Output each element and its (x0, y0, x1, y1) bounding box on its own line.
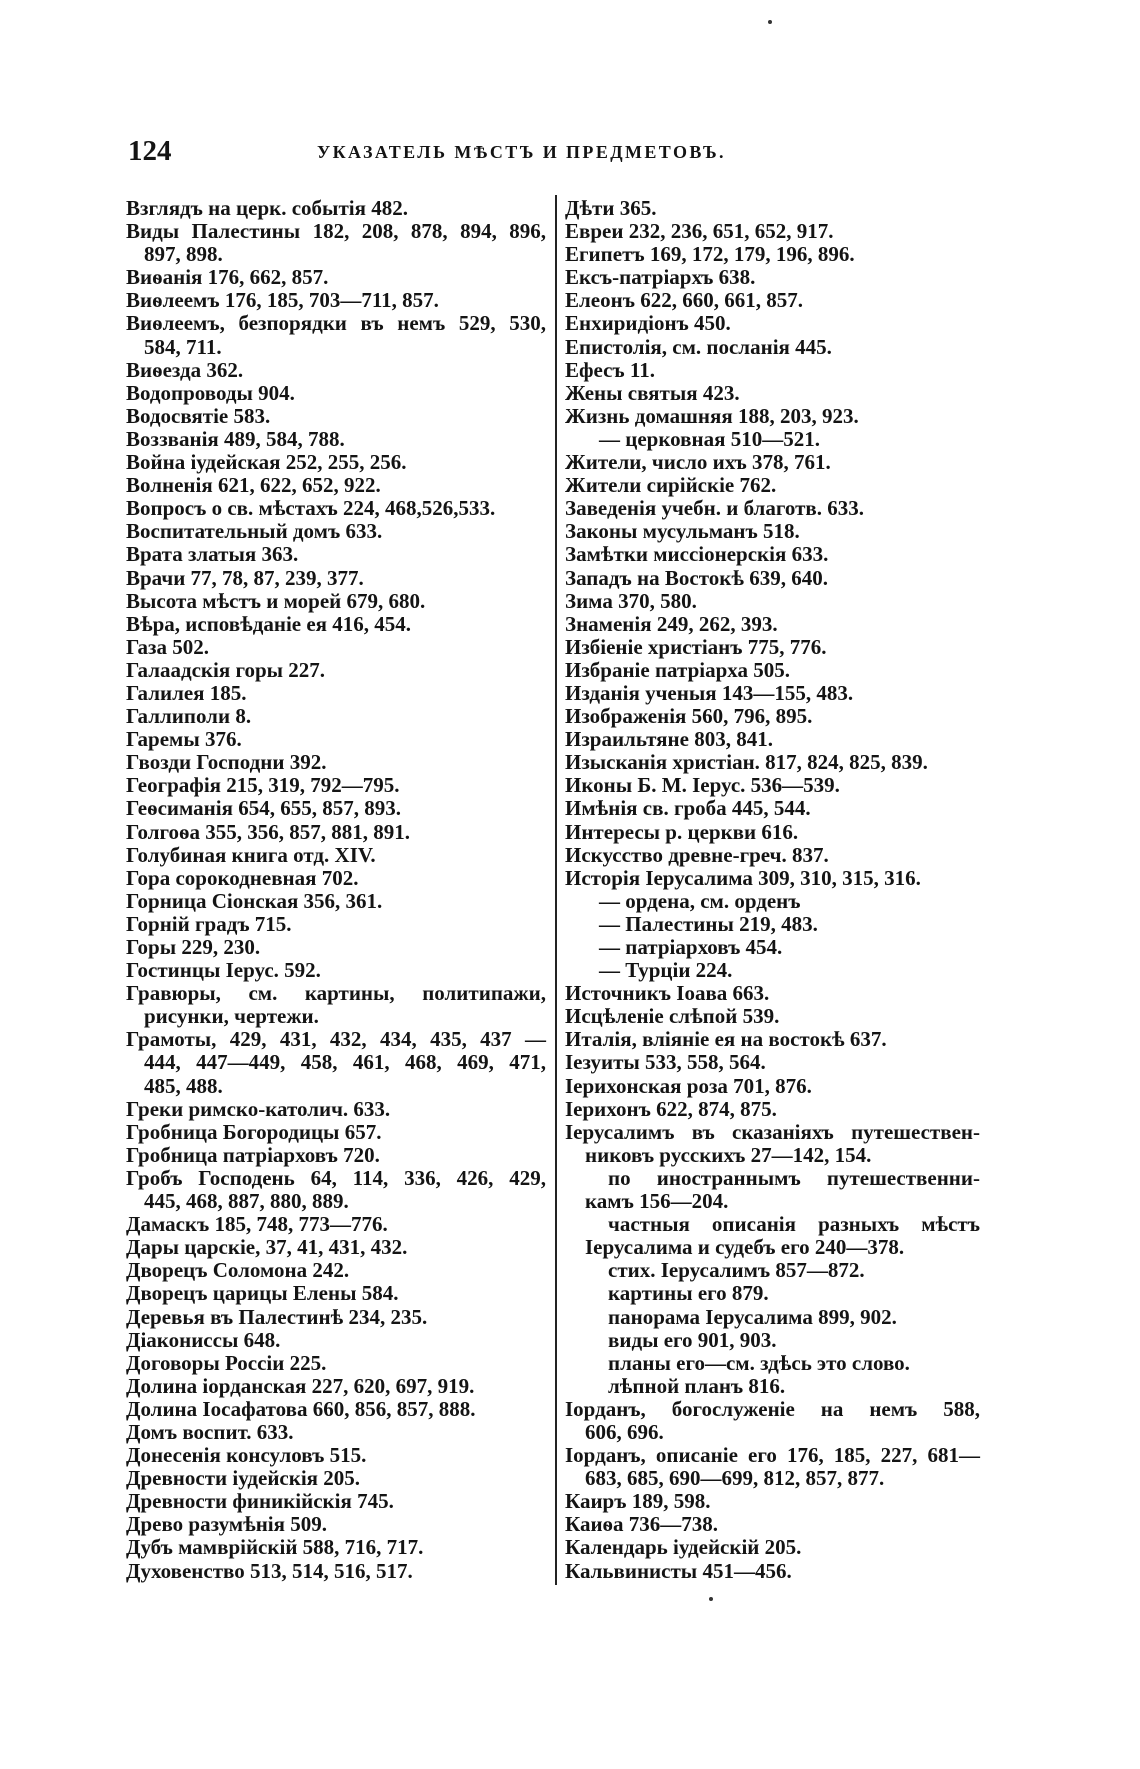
entry-heading-line: виды его 901, 903. (608, 1327, 777, 1352)
entry-heading-line: Интересы р. церкви 616. (565, 819, 799, 844)
index-entry (565, 266, 980, 289)
index-entry (565, 543, 980, 566)
index-entry (126, 774, 546, 797)
entry-continuation-line: 485, 488. (144, 1073, 223, 1098)
entry-heading-line: панорама Іерусалима 899, 902. (608, 1304, 897, 1329)
entry-heading-line: Вопросъ о св. мѣстахъ 224, 468,526,533. (126, 496, 496, 521)
entry-heading-line: Имѣнія св. гроба 445, 544. (565, 796, 811, 821)
index-entry (565, 682, 980, 705)
entry-heading-line: Италія, вліяніе ея на востокѣ 637. (565, 1027, 887, 1052)
entry-heading-line: — патріарховъ 454. (599, 935, 783, 959)
index-entry (565, 590, 980, 613)
column-divider (555, 195, 557, 1585)
entry-heading-line: Воззванія 489, 584, 788. (126, 426, 345, 451)
entry-heading-line: Изданія ученыя 143—155, 483. (565, 680, 854, 705)
index-entry (126, 1259, 546, 1282)
entry-heading-line: — церковная 510—521. (599, 426, 820, 451)
index-entry (126, 567, 546, 590)
index-entry (565, 821, 980, 844)
entry-heading-line: Іерихонъ 622, 874, 875. (565, 1096, 777, 1121)
entry-continuation-line: никовъ русскихъ 27—142, 154. (585, 1142, 872, 1167)
index-entry (126, 312, 546, 358)
entry-heading-line: Виѳлеемъ 176, 185, 703—711, 857. (126, 288, 439, 313)
entry-heading-line: стих. Іерусалимъ 857—872. (608, 1258, 865, 1283)
index-subentry (565, 1282, 980, 1305)
entry-heading-line: Взглядъ на церк. событія 482. (126, 196, 408, 220)
entry-heading-line: Геѳсиманія 654, 655, 857, 893. (126, 796, 401, 821)
index-entry (565, 520, 980, 543)
entry-continuation-line: 444, 447—449, 458, 461, 468, 469, 471, (144, 1050, 546, 1075)
entry-heading-line: Волненія 621, 622, 652, 922. (126, 473, 381, 498)
index-entry (126, 1098, 546, 1121)
index-entry (126, 682, 546, 705)
entry-continuation-line: Іерусалима и судебъ его 240—378. (585, 1235, 905, 1260)
entry-heading-line: Гвозди Господни 392. (126, 750, 327, 775)
index-entry (565, 636, 980, 659)
entry-heading-line: Греки римско-католич. 633. (126, 1096, 391, 1121)
entry-heading-line: Голубиная книга отд. XIV. (126, 842, 376, 867)
entry-heading-line: Иконы Б. М. Іерус. 536—539. (565, 773, 840, 798)
index-subentry (565, 1167, 980, 1213)
entry-heading-line: Виѳлеемъ, безпорядки въ немъ 529, 530, (126, 311, 546, 336)
index-subentry (565, 1352, 980, 1375)
index-entry (126, 359, 546, 382)
entry-heading-line: Гора сорокодневная 702. (126, 865, 359, 890)
entry-continuation-line: рисунки, чертежи. (144, 1004, 319, 1029)
index-ditto-entry (565, 959, 980, 982)
entry-heading-line: Виды Палестины 182, 208, 878, 894, 896, (126, 219, 546, 244)
entry-continuation-line: камъ 156—204. (585, 1189, 729, 1214)
entry-heading-line: Долина іорданская 227, 620, 697, 919. (126, 1373, 475, 1398)
entry-heading-line: Календарь іудейскій 205. (565, 1535, 802, 1560)
index-entry (565, 497, 980, 520)
index-subentry (565, 1213, 980, 1259)
index-entry (126, 1444, 546, 1467)
entry-heading-line: Каиѳа 736—738. (565, 1512, 719, 1537)
index-entry (126, 867, 546, 890)
index-subentry (565, 1259, 980, 1282)
entry-heading-line: Жизнь домашняя 188, 203, 923. (565, 403, 859, 428)
entry-continuation-line: 445, 468, 887, 880, 889. (144, 1189, 349, 1214)
entry-heading-line: Ефесъ 11. (565, 357, 656, 382)
index-entry (126, 266, 546, 289)
index-entry (126, 844, 546, 867)
index-entry (565, 405, 980, 428)
entry-heading-line: — ордена, см. орденъ (599, 888, 801, 913)
index-entry (126, 451, 546, 474)
entry-heading-line: Врата златыя 363. (126, 542, 299, 567)
entry-heading-line: Діакониссы 648. (126, 1327, 281, 1352)
entry-heading-line: Галлиполи 8. (126, 704, 252, 729)
index-entry (565, 474, 980, 497)
index-entry (126, 821, 546, 844)
entry-heading-line: Іорданъ, богослуженіе на немъ 588, (565, 1396, 980, 1421)
entry-heading-line: Евреи 232, 236, 651, 652, 917. (565, 219, 834, 244)
index-entry (565, 1560, 980, 1583)
entry-heading-line: Водосвятіе 583. (126, 403, 271, 428)
entry-heading-line: Древности іудейскія 205. (126, 1466, 361, 1491)
index-entry (126, 428, 546, 451)
index-entry (126, 913, 546, 936)
entry-heading-line: Домъ воспит. 633. (126, 1419, 294, 1444)
entry-continuation-line: 584, 711. (144, 334, 222, 359)
entry-heading-line: Искусство древне-греч. 837. (565, 842, 829, 867)
entry-heading-line: Зима 370, 580. (565, 588, 697, 613)
entry-heading-line: Епистолія, см. посланія 445. (565, 334, 832, 359)
entry-heading-line: Западъ на Востокѣ 639, 640. (565, 565, 828, 590)
index-entry (126, 1513, 546, 1536)
index-entry (126, 197, 546, 220)
index-entry (126, 1536, 546, 1559)
entry-heading-line: — Палестины 219, 483. (599, 911, 818, 936)
running-title: УКАЗАТЕЛЬ МѢСТЪ И ПРЕДМЕТОВЪ. (317, 142, 726, 162)
entry-heading-line: Египетъ 169, 172, 179, 196, 896. (565, 242, 855, 267)
entry-heading-line: Газа 502. (126, 634, 209, 659)
entry-heading-line: Исцѣленіе слѣпой 539. (565, 1004, 780, 1029)
index-entry (126, 728, 546, 751)
index-entry (565, 705, 980, 728)
index-entry (565, 1121, 980, 1167)
index-column-right (565, 197, 980, 1583)
entry-heading-line: Дворецъ Соломона 242. (126, 1258, 350, 1283)
entry-heading-line: Врачи 77, 78, 87, 239, 377. (126, 565, 364, 590)
entry-heading-line: Древности финикійскія 745. (126, 1489, 394, 1514)
index-entry (126, 1375, 546, 1398)
index-entry (126, 1560, 546, 1583)
index-entry (565, 844, 980, 867)
entry-heading-line: Источникъ Іоава 663. (565, 981, 770, 1006)
entry-heading-line: Воспитательный домъ 633. (126, 519, 383, 544)
index-entry (126, 1028, 546, 1097)
index-entry (126, 613, 546, 636)
entry-heading-line: Избраніе патріарха 505. (565, 657, 791, 682)
entry-heading-line: Гробница Богородицы 657. (126, 1119, 382, 1144)
index-entry (126, 1490, 546, 1513)
index-ditto-entry (565, 890, 980, 913)
entry-heading-line: Жители сирійскіе 762. (565, 473, 777, 498)
index-entry (126, 590, 546, 613)
index-entry (126, 636, 546, 659)
entry-heading-line: Законы мусульманъ 518. (565, 519, 800, 544)
index-entry (126, 1144, 546, 1167)
index-entry (565, 220, 980, 243)
entry-heading-line: Дубъ мамврійскій 588, 716, 717. (126, 1535, 424, 1560)
entry-heading-line: Гаремы 376. (126, 727, 242, 752)
index-entry (126, 982, 546, 1028)
entry-heading-line: Виѳезда 362. (126, 357, 244, 382)
index-entry (126, 497, 546, 520)
index-entry (126, 1282, 546, 1305)
entry-heading-line: Грамоты, 429, 431, 432, 434, 435, 437 — (126, 1027, 546, 1052)
index-entry (126, 705, 546, 728)
entry-heading-line: Заведенія учебн. и благотв. 633. (565, 496, 864, 521)
entry-heading-line: Исторія Іерусалима 309, 310, 315, 316. (565, 865, 921, 890)
index-entry (126, 1306, 546, 1329)
index-entry (565, 1490, 980, 1513)
entry-heading-line: Іорданъ, описаніе его 176, 185, 227, 681— (565, 1443, 980, 1468)
index-entry (126, 289, 546, 312)
entry-heading-line: Галаадскія горы 227. (126, 657, 326, 682)
index-ditto-entry (565, 936, 980, 959)
entry-heading-line: Галилея 185. (126, 680, 247, 705)
entry-heading-line: Ексъ-патріархъ 638. (565, 265, 756, 290)
index-entry (565, 751, 980, 774)
entry-heading-line: Гробъ Господень 64, 114, 336, 426, 429, (126, 1165, 546, 1190)
entry-heading-line: Географія 215, 319, 792—795. (126, 773, 400, 798)
entry-heading-line: Древо разумѣнія 509. (126, 1512, 327, 1537)
index-entry (565, 613, 980, 636)
index-entry (126, 751, 546, 774)
index-entry (126, 890, 546, 913)
index-entry (565, 774, 980, 797)
entry-heading-line: Дворецъ царицы Елены 584. (126, 1281, 399, 1306)
index-entry (126, 474, 546, 497)
index-entry (565, 982, 980, 1005)
entry-heading-line: Изображенія 560, 796, 895. (565, 704, 813, 729)
index-entry (126, 936, 546, 959)
entry-heading-line: Гробница патріарховъ 720. (126, 1142, 380, 1167)
entry-heading-line: Донесенія консуловъ 515. (126, 1443, 367, 1468)
entry-heading-line: Кальвинисты 451—456. (565, 1558, 792, 1583)
entry-heading-line: Жены святыя 423. (565, 380, 740, 405)
entry-heading-line: картины его 879. (608, 1281, 769, 1306)
entry-heading-line: Горній градъ 715. (126, 911, 292, 936)
entry-continuation-line: 606, 696. (585, 1419, 664, 1444)
index-entry (126, 382, 546, 405)
index-entry (565, 1536, 980, 1559)
entry-heading-line: планы его—см. здѣсь это слово. (608, 1350, 910, 1375)
index-entry (565, 567, 980, 590)
index-entry (126, 1167, 546, 1213)
entry-heading-line: частныя описанія разныхъ мѣстъ (608, 1212, 980, 1237)
index-entry (565, 1005, 980, 1028)
index-entry (126, 1329, 546, 1352)
entry-heading-line: Дамаскъ 185, 748, 773—776. (126, 1212, 388, 1237)
entry-heading-line: — Турціи 224. (599, 958, 733, 983)
entry-heading-line: Война іудейская 252, 255, 256. (126, 450, 407, 475)
index-entry (126, 959, 546, 982)
entry-heading-line: Каиръ 189, 598. (565, 1489, 711, 1514)
index-entry (565, 1075, 980, 1098)
index-entry (565, 243, 980, 266)
entry-heading-line: Іерусалимъ въ сказаніяхъ путешествен- (565, 1119, 980, 1144)
entry-heading-line: Замѣтки миссіонерскія 633. (565, 542, 829, 567)
index-subentry (565, 1375, 980, 1398)
entry-heading-line: Высота мѣстъ и морей 679, 680. (126, 588, 426, 613)
index-subentry (565, 1329, 980, 1352)
index-entry (126, 405, 546, 428)
entry-heading-line: Жители, число ихъ 378, 761. (565, 450, 831, 475)
entry-heading-line: Израильтяне 803, 841. (565, 727, 773, 752)
entry-heading-line: Долина Іосафатова 660, 856, 857, 888. (126, 1396, 476, 1421)
index-entry (565, 1028, 980, 1051)
entry-heading-line: Избіеніе христіанъ 775, 776. (565, 634, 827, 659)
entry-heading-line: Горница Сіонская 356, 361. (126, 888, 383, 913)
index-ditto-entry (565, 913, 980, 936)
index-entry (565, 867, 980, 890)
index-entry (126, 659, 546, 682)
index-entry (126, 520, 546, 543)
entry-heading-line: Водопроводы 904. (126, 380, 295, 405)
entry-heading-line: Горы 229, 230. (126, 935, 261, 959)
index-entry (565, 312, 980, 335)
entry-heading-line: Дѣти 365. (565, 196, 657, 220)
index-entry (565, 797, 980, 820)
index-entry (126, 1421, 546, 1444)
entry-heading-line: Вѣра, исповѣданіе ея 416, 454. (126, 611, 412, 636)
index-entry (565, 197, 980, 220)
index-entry (565, 289, 980, 312)
entry-heading-line: Изысканія христіан. 817, 824, 825, 839. (565, 750, 928, 775)
index-entry (565, 382, 980, 405)
index-entry (565, 451, 980, 474)
index-entry (126, 797, 546, 820)
index-entry (565, 359, 980, 382)
entry-heading-line: Енхиридіонъ 450. (565, 311, 731, 336)
index-entry (126, 1467, 546, 1490)
entry-heading-line: Іезуиты 533, 558, 564. (565, 1050, 766, 1075)
entry-heading-line: Іерихонская роза 701, 876. (565, 1073, 812, 1098)
entry-heading-line: Дары царскіе, 37, 41, 431, 432. (126, 1235, 408, 1260)
entry-heading-line: Голгоѳа 355, 356, 857, 881, 891. (126, 819, 411, 844)
page-number: 124 (128, 135, 172, 167)
index-entry (126, 543, 546, 566)
index-entry (565, 1051, 980, 1074)
entry-heading-line: Деревья въ Палестинѣ 234, 235. (126, 1304, 428, 1329)
index-ditto-entry (565, 428, 980, 451)
scan-speck (709, 1597, 713, 1601)
index-entry (565, 1444, 980, 1490)
entry-heading-line: Знаменія 249, 262, 393. (565, 611, 778, 636)
entry-continuation-line: 683, 685, 690—699, 812, 857, 877. (585, 1466, 885, 1491)
index-column-left (126, 197, 546, 1583)
entry-heading-line: Елеонъ 622, 660, 661, 857. (565, 288, 803, 313)
entry-heading-line: Гостинцы Іерус. 592. (126, 958, 321, 983)
entry-heading-line: Виѳанія 176, 662, 857. (126, 265, 329, 290)
entry-heading-line: Гравюры, см. картины, политипажи, (126, 981, 546, 1006)
index-entry (565, 336, 980, 359)
index-entry (126, 1213, 546, 1236)
index-entry (565, 1398, 980, 1444)
page-header (0, 0, 1140, 190)
entry-heading-line: Договоры Россіи 225. (126, 1350, 327, 1375)
index-entry (126, 1398, 546, 1421)
index-entry (126, 1236, 546, 1259)
index-entry (126, 220, 546, 266)
index-entry (565, 1513, 980, 1536)
index-subentry (565, 1306, 980, 1329)
index-entry (565, 659, 980, 682)
entry-continuation-line: 897, 898. (144, 242, 223, 267)
index-entry (126, 1121, 546, 1144)
entry-heading-line: лѣпной планъ 816. (608, 1373, 786, 1398)
entry-heading-line: по иностраннымъ путешественни- (608, 1165, 980, 1190)
index-entry (126, 1352, 546, 1375)
index-entry (565, 728, 980, 751)
index-entry (565, 1098, 980, 1121)
entry-heading-line: Духовенство 513, 514, 516, 517. (126, 1558, 413, 1583)
